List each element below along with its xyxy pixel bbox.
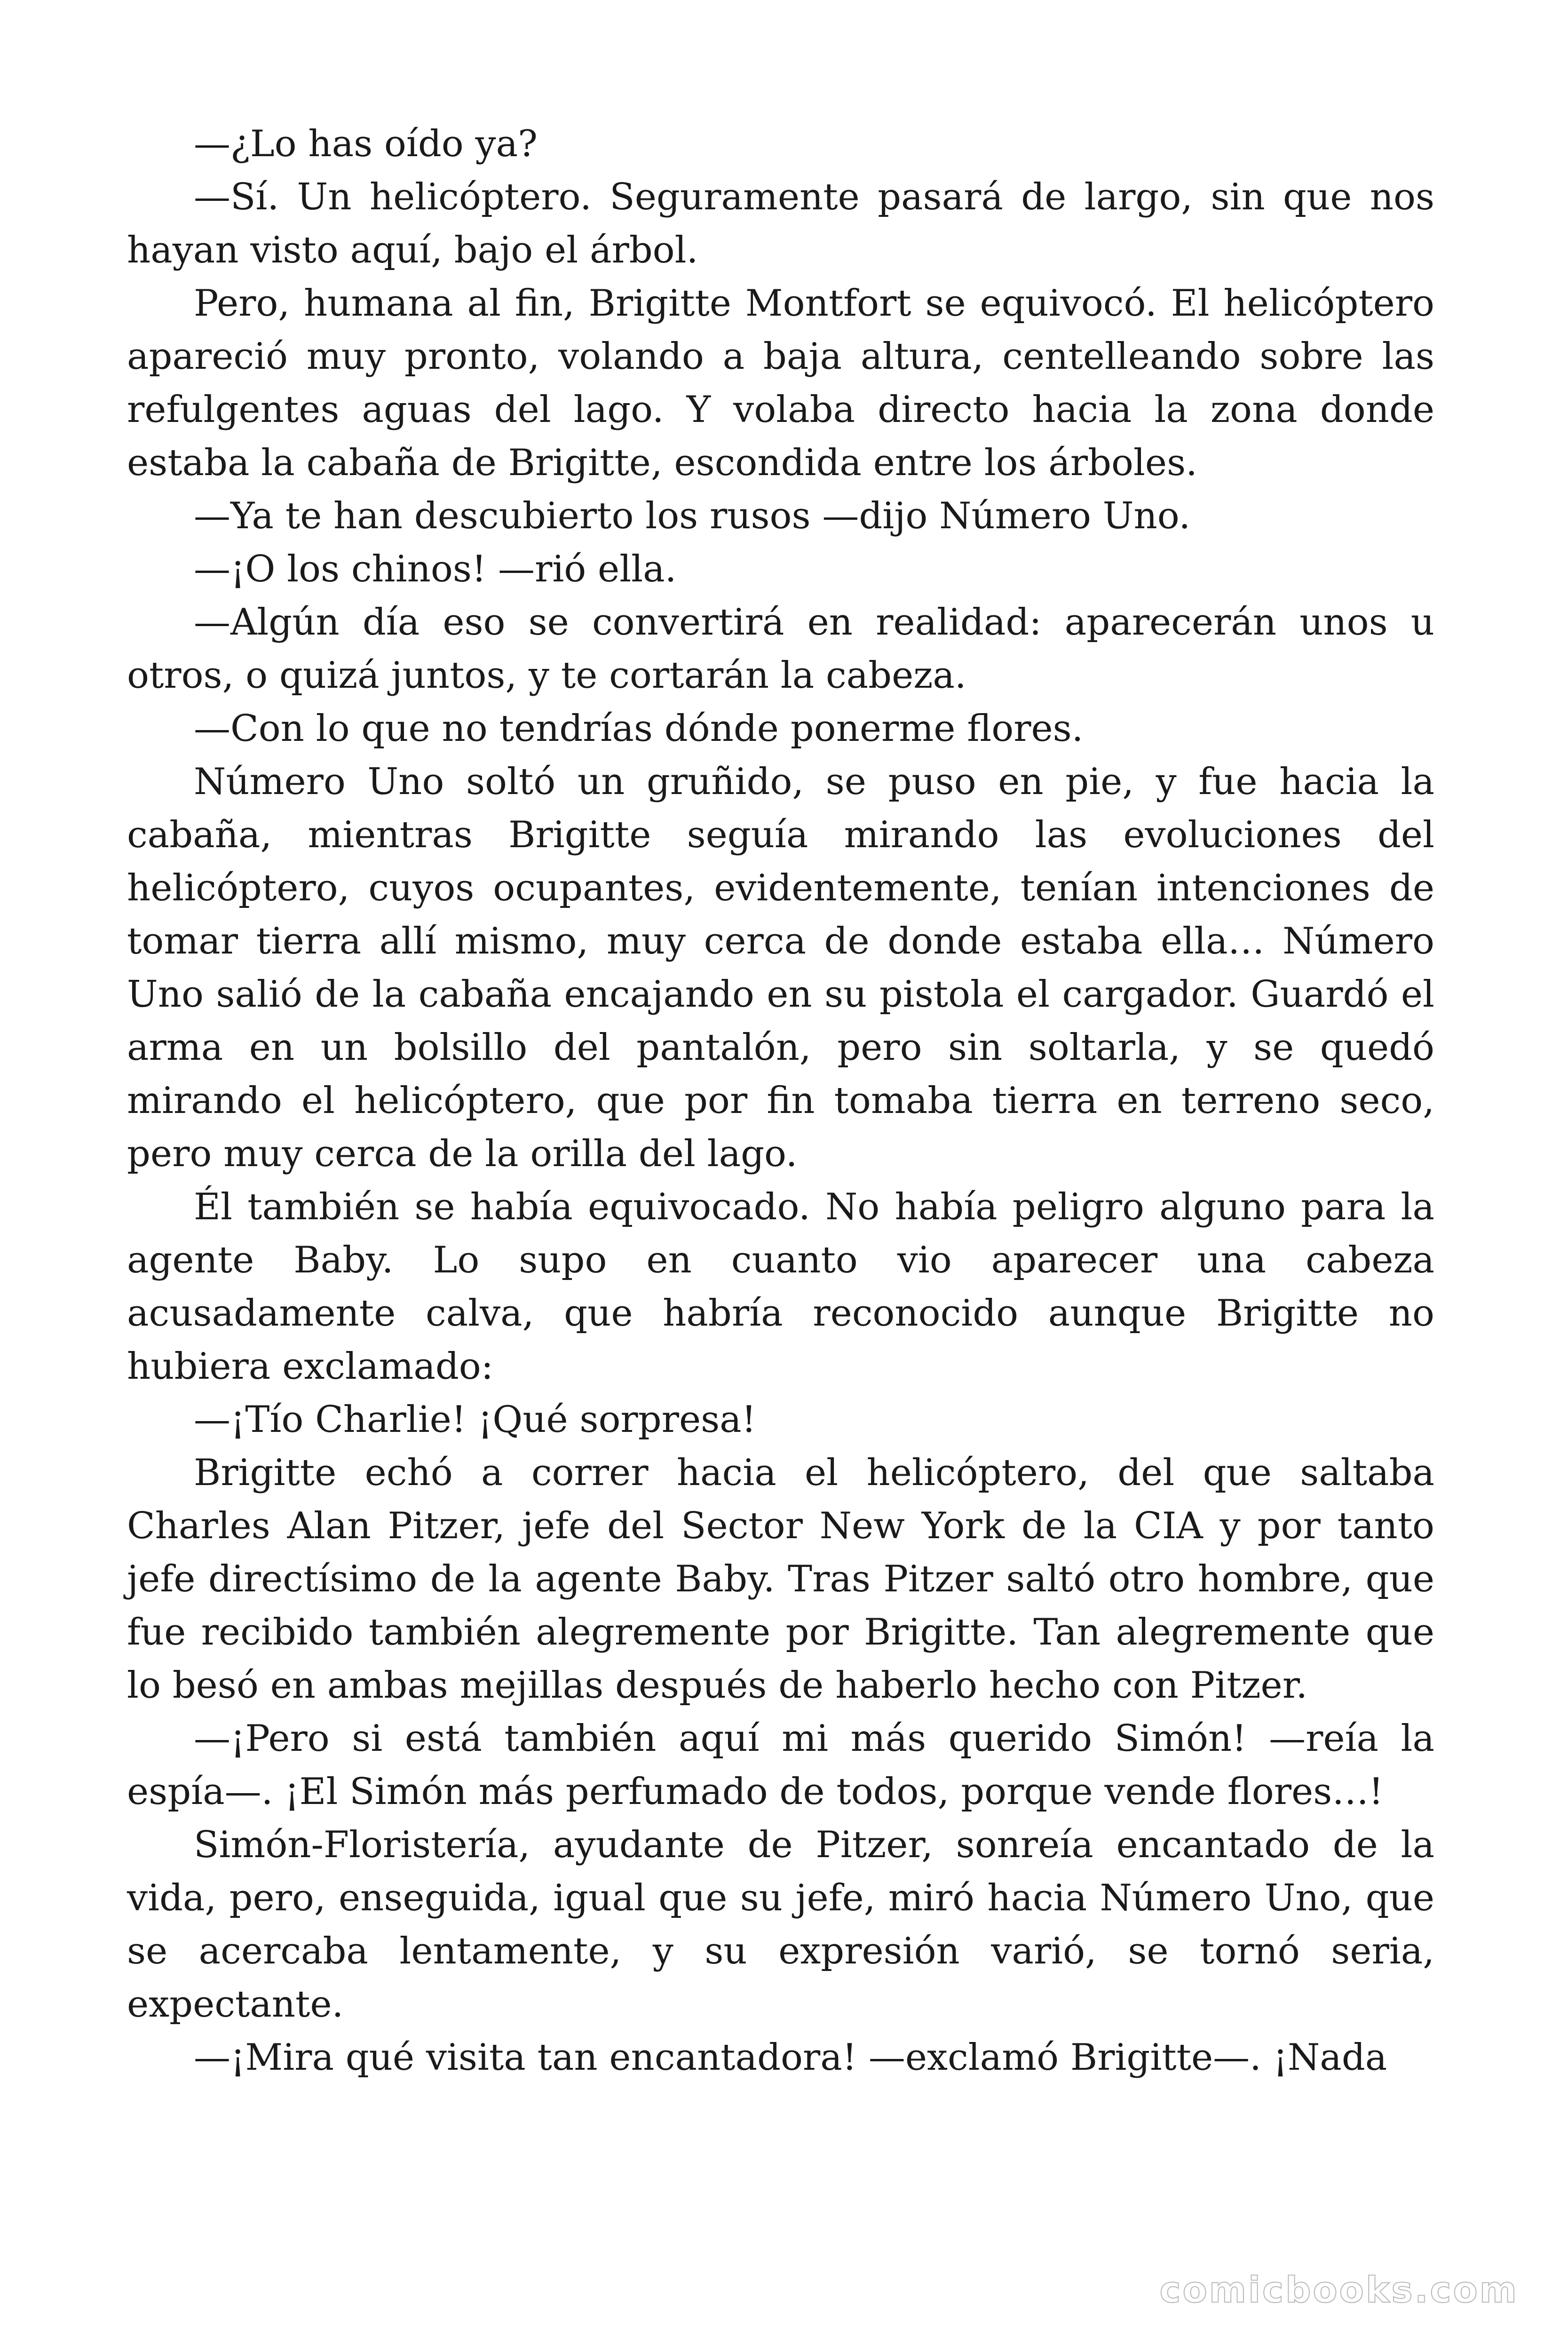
paragraph: —¡Tío Charlie! ¡Qué sorpresa! xyxy=(194,1398,756,1441)
paragraph: Brigitte echó a correr hacia el helicóptero, del que saltaba Charles Alan Pitzer, jefe del Sector New York de la CIA y por tanto jefe directísimo de la agente Baby. Tras Pitzer saltó otro hombre, que fue recibido también alegremente por Brigitte. Tan alegremente que lo besó en ambas mejillas después de haberlo hecho con Pitzer. xyxy=(127,1452,1434,1707)
paragraph: —Con lo que no tendrías dónde ponerme flores. xyxy=(194,707,1084,750)
paragraph: —¿Lo has oído ya? xyxy=(194,123,538,165)
watermark: comicbooks.com xyxy=(1159,2269,1519,2311)
paragraph: —¡Pero si está también aquí mi más querido Simón! —reía la espía—. ¡El Simón más perfumado de todos, porque vende flores…! xyxy=(127,1717,1434,1813)
paragraph: —Algún día eso se convertirá en realidad: aparecerán unos u otros, o quizá juntos, y te cortarán la cabeza. xyxy=(127,601,1434,697)
paragraph: —Sí. Un helicóptero. Seguramente pasará de largo, sin que nos hayan visto aquí, bajo el árbol. xyxy=(127,176,1434,271)
paragraph: Pero, humana al fin, Brigitte Montfort se equivocó. El helicóptero apareció muy pronto, volando a baja altura, centelleando sobre las refulgentes aguas del lago. Y volaba directo hacia la zona donde estaba la cabaña de Brigitte, escondida entre los árboles. xyxy=(127,282,1434,484)
page-text xyxy=(127,118,1434,2201)
paragraph: —Ya te han descubierto los rusos —dijo Número Uno. xyxy=(194,495,1191,537)
paragraph: Él también se había equivocado. No había peligro alguno para la agente Baby. Lo supo en cuanto vio aparecer una cabeza acusadamente calva, que habría reconocido aunque Brigitte no hubiera exclamado: xyxy=(127,1186,1434,1388)
paragraph: —¡O los chinos! —rió ella. xyxy=(194,548,677,590)
paragraph: Simón-Floristería, ayudante de Pitzer, sonreía encantado de la vida, pero, enseguida, igual que su jefe, miró hacia Número Uno, que se acercaba lentamente, y su expresión varió, se tornó seria, expectante. xyxy=(127,1824,1434,2026)
paragraph: —¡Mira qué visita tan encantadora! —exclamó Brigitte—. ¡Nada xyxy=(194,2036,1387,2079)
paragraph: Número Uno soltó un gruñido, se puso en pie, y fue hacia la cabaña, mientras Brigitte seguía mirando las evoluciones del helicóptero, cuyos ocupantes, evidentemente, tenían intenciones de tomar tierra allí mismo, muy cerca de donde estaba ella… Número Uno salió de la cabaña encajando en su pistola el cargador. Guardó el arma en un bolsillo del pantalón, pero sin soltarla, y se quedó mirando el helicóptero, que por fin tomaba tierra en terreno seco, pero muy cerca de la orilla del lago. xyxy=(127,761,1434,1175)
